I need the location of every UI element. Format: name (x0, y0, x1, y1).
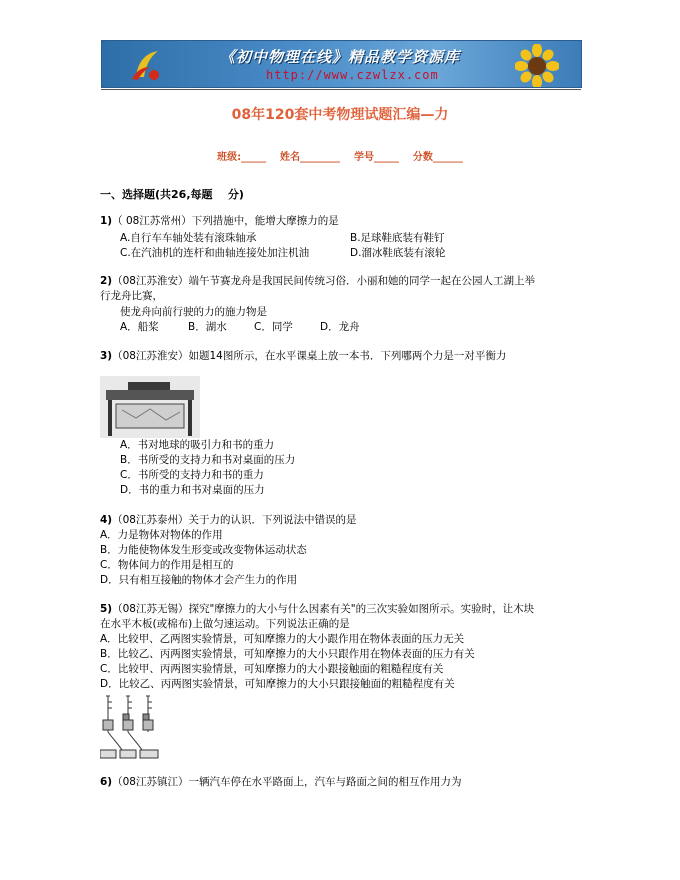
question-number: 5) (100, 603, 113, 615)
question-stem: （ 08江苏常州）下列措施中，能增大摩擦力的是 (112, 215, 339, 227)
option-c: C．比较甲、丙两图实验情景，可知摩擦力的大小跟接触面的粗糙程度有关 (100, 663, 444, 675)
banner-slogan: 《初中物理在线》精品教学资源库 (220, 48, 461, 66)
option-d: D．比较乙、丙两图实验情景，可知摩擦力的大小只跟接触面的粗糙程度有关 (100, 678, 455, 690)
option-c: C．书所受的支持力和书的重力 (120, 469, 264, 481)
option-d: D．只有相互接触的物体才会产生力的作用 (100, 574, 298, 586)
question-5 (100, 602, 580, 617)
option-a: A．比较甲、乙两图实验情景，可知摩擦力的大小跟作用在物体表面的压力无关 (100, 633, 465, 645)
question-stem: （08江苏镇江）一辆汽车停在水平路面上，汽车与路面之间的相互作用力为 (112, 776, 462, 788)
question-stem-continued: 使龙舟向前行驶的力的施力物是 (120, 306, 267, 318)
student-info-line: 班级:_____ 姓名________ 学号_____ 分数______ (217, 152, 463, 163)
question-stem-continued: 行龙舟比赛， (100, 290, 163, 302)
option-b: B．湖水 (188, 321, 227, 333)
option-c: C.在汽油机的连杆和曲轴连接处加注机油 (120, 247, 310, 259)
option-d: D．龙舟 (320, 321, 360, 333)
option-a: A.自行车车轴处装有滚珠轴承 (120, 232, 257, 244)
question-3 (100, 349, 580, 364)
question-1 (100, 214, 580, 229)
option-a: A．力是物体对物体的作用 (100, 529, 223, 541)
question-number: 3) (100, 350, 113, 362)
sunflower-icon (515, 44, 559, 88)
option-a: A．船桨 (120, 321, 159, 333)
question-2 (100, 274, 580, 289)
question-number: 4) (100, 514, 113, 526)
question-number: 6) (100, 776, 113, 788)
question-6 (100, 775, 580, 790)
option-b: B．比较乙、丙两图实验情景，可知摩擦力的大小只跟作用在物体表面的压力有关 (100, 648, 475, 660)
question-stem: （08江苏泰州）关于力的认识．下列说法中错误的是 (112, 514, 357, 526)
question-number: 1) (100, 215, 113, 227)
question-stem: （08江苏淮安）如题14图所示，在水平课桌上放一本书．下列哪两个力是一对平衡力 (112, 350, 507, 362)
question-number: 2) (100, 275, 113, 287)
option-d: D.溜冰鞋底装有滚轮 (350, 247, 446, 259)
desk-book-figure (100, 376, 200, 438)
question-stem: （08江苏淮安）端午节赛龙舟是我国民间传统习俗．小丽和她的同学一起在公园人工湖上举 (112, 275, 535, 287)
banner-url[interactable]: http://www.czwlzx.com (266, 68, 439, 82)
option-c: C．物体间力的作用是相互的 (100, 559, 234, 571)
friction-experiment-figure (100, 692, 162, 762)
question-stem-continued: 在水平木板(或棉布)上做匀速运动。下列说法正确的是 (100, 618, 350, 630)
question-4 (100, 513, 580, 528)
option-b: B.足球鞋底装有鞋钉 (350, 232, 445, 244)
header-divider (101, 89, 581, 90)
option-c: C．同学 (254, 321, 293, 333)
option-b: B．力能使物体发生形变或改变物体运动状态 (100, 544, 307, 556)
question-stem: （08江苏无锡）探究"摩擦力的大小与什么因素有关"的三次实验如图所示。实验时，让木块 (112, 603, 535, 615)
section-heading: 一、选择题(共26,每题 分) (100, 188, 244, 201)
option-d: D．书的重力和书对桌面的压力 (120, 484, 265, 496)
page-title: 08年120套中考物理试题汇编—力 (231, 107, 449, 123)
logo-icon (128, 47, 164, 83)
header-banner (101, 40, 582, 88)
option-a: A．书对地球的吸引力和书的重力 (120, 439, 275, 451)
option-b: B．书所受的支持力和书对桌面的压力 (120, 454, 296, 466)
